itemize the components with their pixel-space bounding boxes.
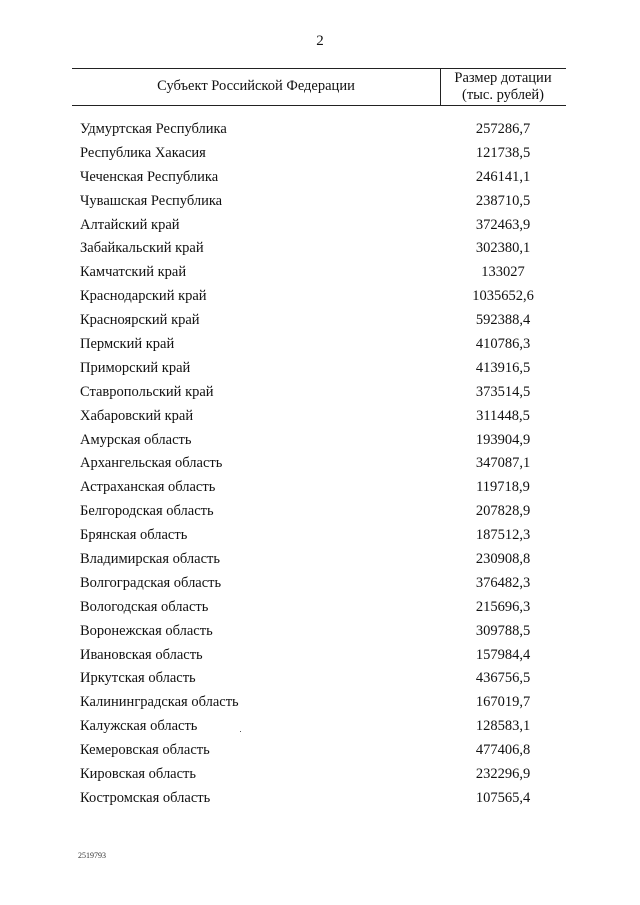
subject-name: Костромская область <box>80 789 211 806</box>
table-row <box>0 455 640 479</box>
subsidy-amount: 347087,1 <box>475 455 531 472</box>
subject-name: Белгородская область <box>80 503 214 520</box>
table-row <box>0 432 640 456</box>
table-row <box>0 766 640 790</box>
subsidy-amount: 309788,5 <box>475 622 531 639</box>
table-row <box>0 694 640 718</box>
subject-name: Приморский край <box>80 359 191 376</box>
subject-name: Астраханская область <box>80 479 216 496</box>
subject-name: Иркутская область <box>80 670 196 687</box>
table-row <box>0 575 640 599</box>
subsidy-amount: 413916,5 <box>475 359 531 376</box>
table-row <box>0 718 640 742</box>
table-row <box>0 742 640 766</box>
subsidy-amount: 592388,4 <box>475 312 531 329</box>
column-header-subject: Субъект Российской Федерации <box>157 78 355 94</box>
subject-name: Владимирская область <box>80 551 220 568</box>
table-row <box>0 217 640 241</box>
column-header-amount-line1: Размер дотации <box>454 70 552 86</box>
subject-name: Камчатский край <box>80 264 187 281</box>
subsidy-amount: 119718,9 <box>476 479 530 496</box>
table-row <box>0 193 640 217</box>
subject-name: Воронежская область <box>80 622 213 639</box>
table-header-top-rule <box>72 68 566 69</box>
subject-name: Краснодарский край <box>80 288 207 305</box>
table-row <box>0 288 640 312</box>
subsidy-amount: 157984,4 <box>475 646 531 663</box>
table-row <box>0 240 640 264</box>
subject-name: Кемеровская область <box>80 742 210 759</box>
subsidy-amount: 207828,9 <box>475 503 531 520</box>
table-row <box>0 408 640 432</box>
subject-name: Хабаровский край <box>80 407 194 424</box>
subject-name: Удмуртская Республика <box>80 121 227 137</box>
subsidy-amount: 133027 <box>481 264 525 281</box>
table-row <box>0 527 640 551</box>
table-header-bottom-rule <box>72 105 566 106</box>
table-row <box>0 336 640 360</box>
table-row <box>0 264 640 288</box>
subject-name: Чеченская Республика <box>80 168 219 185</box>
table-row <box>0 360 640 384</box>
subject-name: Забайкальский край <box>80 240 204 257</box>
subsidy-amount: 257286,7 <box>475 121 531 137</box>
table-row <box>0 670 640 694</box>
subsidy-amount: 477406,8 <box>475 742 531 759</box>
subsidy-amount: 215696,3 <box>475 598 531 615</box>
table-row <box>0 169 640 193</box>
column-header-amount-line2: (тыс. рублей) <box>462 87 544 103</box>
table-row <box>0 647 640 671</box>
document-code: 2519793 <box>78 851 106 860</box>
subject-name: Архангельская область <box>80 455 223 472</box>
subsidy-amount: 410786,3 <box>475 336 531 353</box>
subsidy-amount: 373514,5 <box>475 383 531 400</box>
subsidy-amount: 376482,3 <box>475 574 531 591</box>
column-header-amount <box>440 70 566 104</box>
scan-speck <box>240 731 241 732</box>
subsidy-amount: 232296,9 <box>475 766 531 783</box>
subsidy-amount: 246141,1 <box>475 168 531 185</box>
table-row <box>0 145 640 169</box>
table-row <box>0 599 640 623</box>
table-row <box>0 503 640 527</box>
table-row <box>0 551 640 575</box>
page-number: 2 <box>316 33 324 49</box>
subject-name: Чувашская Республика <box>80 192 223 209</box>
table-row <box>0 790 640 814</box>
subsidy-amount: 107565,4 <box>475 789 531 806</box>
subsidy-amount: 193904,9 <box>475 431 531 448</box>
subject-name: Ставропольский край <box>80 383 214 400</box>
subsidy-amount: 167019,7 <box>475 694 531 711</box>
subject-name: Вологодская область <box>80 598 209 615</box>
subject-name: Алтайский край <box>80 216 180 233</box>
table-row <box>0 121 640 145</box>
subject-name: Кировская область <box>80 766 197 783</box>
subsidy-amount: 187512,3 <box>475 527 531 544</box>
subject-name: Волгоградская область <box>80 574 222 591</box>
table-row <box>0 623 640 647</box>
subject-name: Калужская область <box>80 718 198 735</box>
subject-name: Пермский край <box>80 336 175 353</box>
subject-name: Республика Хакасия <box>80 144 206 161</box>
table-body <box>0 121 640 814</box>
table-row <box>0 312 640 336</box>
subsidy-amount: 436756,5 <box>475 670 531 687</box>
subsidy-amount: 1035652,6 <box>472 288 534 305</box>
table-row <box>0 384 640 408</box>
subsidy-amount: 372463,9 <box>475 216 531 233</box>
subsidy-amount: 121738,5 <box>475 144 531 161</box>
subject-name: Ивановская область <box>80 646 203 663</box>
subsidy-amount: 311448,5 <box>476 407 530 424</box>
table-row <box>0 479 640 503</box>
subject-name: Амурская область <box>80 431 192 448</box>
subject-name: Брянская область <box>80 527 188 544</box>
subsidy-amount: 302380,1 <box>475 240 531 257</box>
subsidy-amount: 238710,5 <box>475 192 531 209</box>
subsidy-amount: 128583,1 <box>475 718 531 735</box>
subsidy-amount: 230908,8 <box>475 551 531 568</box>
subject-name: Калининградская область <box>80 694 239 711</box>
subject-name: Красноярский край <box>80 312 200 329</box>
